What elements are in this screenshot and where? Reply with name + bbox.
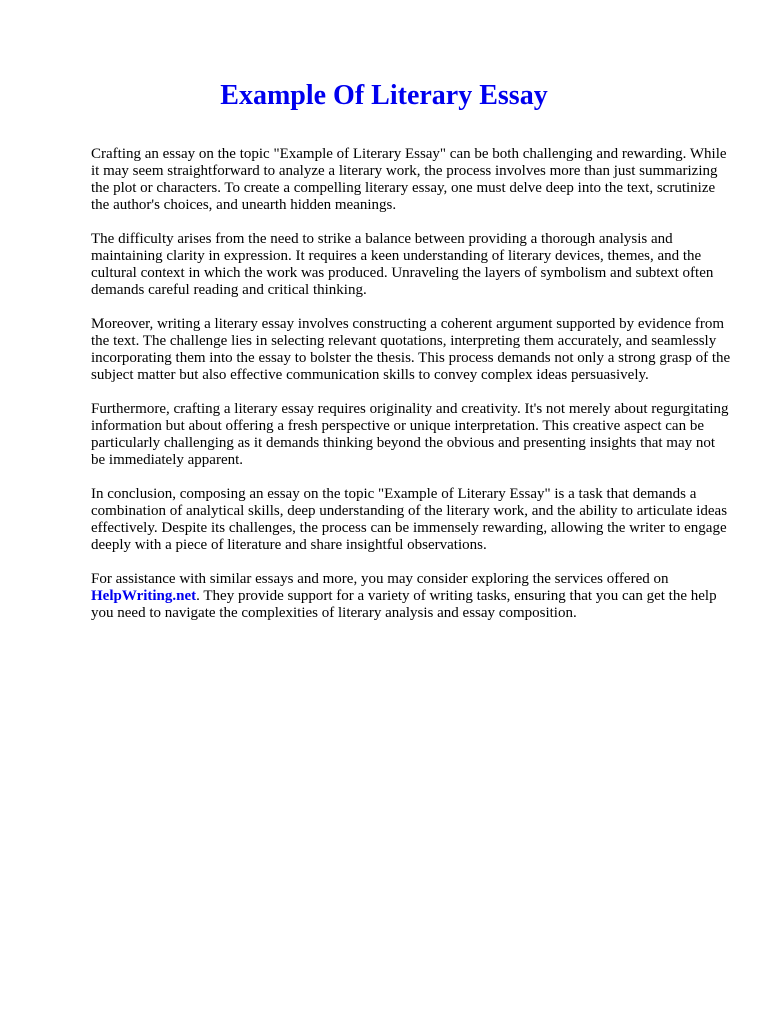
page-title: Example Of Literary Essay	[220, 80, 548, 111]
paragraph-4: Furthermore, crafting a literary essay requires originality and creativity. It's not merely about regurgitating information but about offering a fresh perspective or unique interpretation. This creative aspect can be particularly challenging as it demands thinking beyond the obvious and presenting insights that may not be immediately apparent.	[91, 401, 729, 468]
paragraph-3: Moreover, writing a literary essay involves constructing a coherent argument supported by evidence from the text. The challenge lies in selecting relevant quotations, interpreting them accurately, and seamlessly incorporating them into the essay to bolster the thesis. This process demands not only a strong grasp of the subject matter but also effective communication skills to convey complex ideas persuasively.	[91, 316, 731, 383]
closing-text-before-link: For assistance with similar essays and more, you may consider exploring the services offered on	[91, 571, 669, 587]
closing-text-after-link: . They provide support for a variety of writing tasks, ensuring that you can get the help you need to navigate the complexities of literary analysis and essay composition.	[91, 588, 717, 621]
helpwriting-link[interactable]: HelpWriting.net	[91, 588, 197, 604]
essay-body	[91, 146, 731, 639]
closing-paragraph	[91, 571, 731, 622]
paragraph-2: The difficulty arises from the need to strike a balance between providing a thorough analysis and maintaining clarity in expression. It requires a keen understanding of literary devices, themes, and the cultural context in which the work was produced. Unraveling the layers of symbolism and subtext often demands careful reading and critical thinking.	[91, 231, 714, 298]
paragraph-5: In conclusion, composing an essay on the topic "Example of Literary Essay" is a task that demands a combination of analytical skills, deep understanding of the literary work, and the ability to articulate ideas effectively. Despite its challenges, the process can be immensely rewarding, allowing the writer to engage deeply with a piece of literature and share insightful observations.	[91, 486, 728, 553]
paragraph-1: Crafting an essay on the topic "Example of Literary Essay" can be both challenging and rewarding. While it may seem straightforward to analyze a literary work, the process involves more than just summarizing the plot or characters. To create a compelling literary essay, one must delve deep into the text, scrutinize the author's choices, and unearth hidden meanings.	[91, 146, 727, 213]
